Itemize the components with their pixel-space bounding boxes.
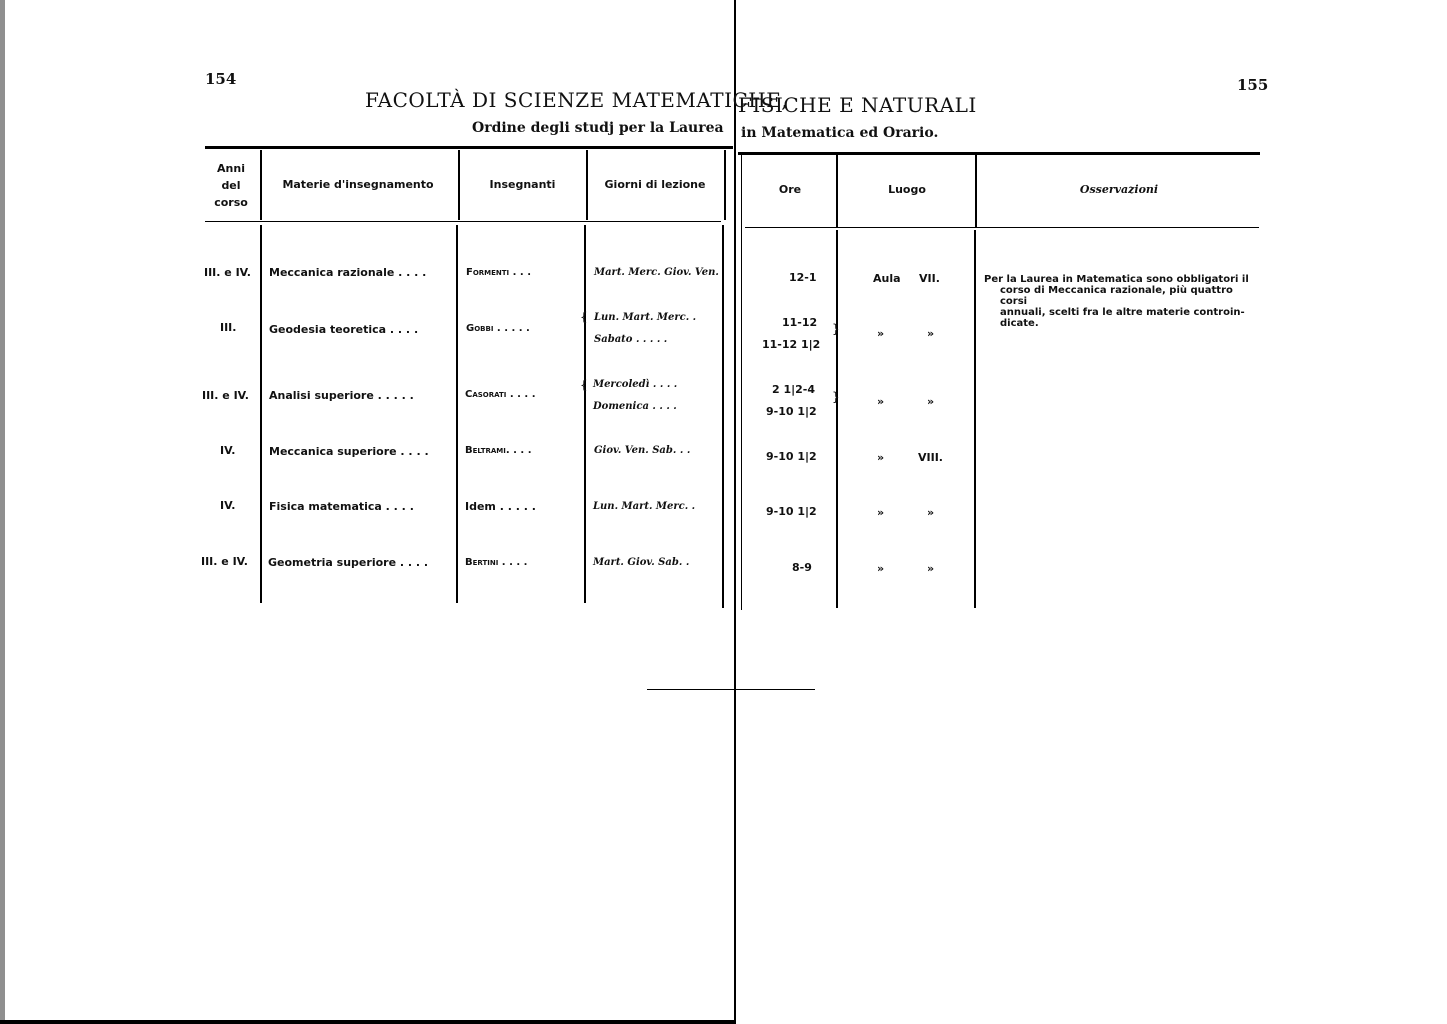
row4-materia: Meccanica superiore . . . . <box>269 445 429 458</box>
row2-giorni-2: Sabato . . . . . <box>594 334 668 345</box>
right-col-line-1 <box>836 155 838 227</box>
row4-ore: 9-10 1|2 <box>766 450 817 463</box>
row2-ore-2: 11-12 1|2 <box>762 338 821 351</box>
header-materie: Materie d'insegnamento <box>282 178 434 191</box>
row2-left-brace: { <box>580 310 588 324</box>
left-body-line-3 <box>584 225 586 603</box>
header-osservazioni: Osservazioni <box>1079 183 1159 196</box>
row2-materia: Geodesia teoretica . . . . <box>269 323 419 336</box>
header-luogo: Luogo <box>888 183 926 196</box>
left-subtitle: Ordine degli studj per la Laurea <box>472 120 724 136</box>
left-body-line-2 <box>456 225 458 603</box>
row2-insegnante: Gobbi . . . . . <box>466 323 530 334</box>
gutter-line <box>734 0 736 1024</box>
row3-ore-1: 2 1|2-4 <box>772 383 816 396</box>
row1-insegnante: Formenti . . . <box>466 267 531 278</box>
right-body-line-2 <box>974 230 976 608</box>
observation-line-1: Per la Laurea in Matematica sono obbligatori il <box>984 274 1249 285</box>
row5-ore: 9-10 1|2 <box>766 505 817 518</box>
row1-numero: VII. <box>919 272 940 285</box>
header-insegnanti: Insegnanti <box>489 178 556 191</box>
row3-ore-2: 9-10 1|2 <box>766 405 817 418</box>
observation-line-2: corso di Meccanica razionale, più quattro corsi <box>1000 285 1233 307</box>
header-anni: Anni del corso <box>214 162 248 209</box>
left-edge-shadow <box>0 0 5 1024</box>
right-header-rule <box>745 227 1259 228</box>
row5-materia: Fisica matematica . . . . <box>269 500 414 513</box>
row4-anni: IV. <box>220 444 236 457</box>
row2-ore-1: 11-12 <box>782 316 818 329</box>
row3-giorni-2: Domenica . . . . <box>593 401 677 412</box>
row1-aula: Aula <box>873 272 901 285</box>
right-col-line-2 <box>975 155 977 227</box>
row3-anni: III. e IV. <box>202 389 249 402</box>
row3-aula: » <box>877 395 885 408</box>
row3-insegnante: Casorati . . . . <box>465 389 536 400</box>
left-col-line-4 <box>724 150 726 220</box>
observation-line-3: annuali, scelti fra le altre materie controin- <box>1000 307 1245 318</box>
row1-giorni: Mart. Merc. Giov. Ven. <box>594 267 719 278</box>
left-body-line-1 <box>260 225 262 603</box>
row3-left-brace: { <box>580 378 588 392</box>
row5-aula: » <box>877 506 885 519</box>
left-top-rule <box>205 146 733 149</box>
header-ore: Ore <box>778 183 802 196</box>
observations-text <box>984 274 1262 329</box>
row6-ore: 8-9 <box>792 561 812 574</box>
row1-ore: 12-1 <box>789 271 817 284</box>
row5-anni: IV. <box>220 499 236 512</box>
row6-giorni: Mart. Giov. Sab. . <box>593 557 690 568</box>
right-title: FISICHE E NATURALI <box>738 93 977 117</box>
right-subtitle: in Matematica ed Orario. <box>741 125 939 141</box>
left-page-number: 154 <box>205 70 237 88</box>
row3-numero: » <box>927 395 935 408</box>
row4-giorni: Giov. Ven. Sab. . . <box>594 445 691 456</box>
left-title: FACOLTÀ DI SCIENZE MATEMATICHE, <box>365 88 789 112</box>
row5-insegnante: Idem . . . . . <box>465 500 536 513</box>
row3-giorni-1: Mercoledì . . . . <box>593 379 678 390</box>
left-col-line-3 <box>586 150 588 220</box>
row4-insegnante: Beltrami. . . . <box>465 445 532 456</box>
row5-giorni: Lun. Mart. Merc. . <box>593 501 696 512</box>
left-col-line-1 <box>260 150 262 220</box>
right-top-rule <box>738 152 1260 155</box>
row2-anni: III. <box>220 321 237 334</box>
row6-numero: » <box>927 562 935 575</box>
right-page-number: 155 <box>1237 76 1269 94</box>
gutter-line-secondary <box>741 155 742 610</box>
right-body-line-1 <box>836 230 838 608</box>
row5-numero: » <box>927 506 935 519</box>
row1-anni: III. e IV. <box>204 266 251 279</box>
row3-materia: Analisi superiore . . . . . <box>269 389 414 402</box>
row6-materia: Geometria superiore . . . . <box>268 556 429 569</box>
row2-right-brace: } <box>832 322 840 336</box>
row4-numero: VIII. <box>918 451 943 464</box>
observation-line-4: dicate. <box>1000 318 1039 329</box>
row6-anni: III. e IV. <box>201 555 248 568</box>
row3-right-brace: } <box>832 390 840 404</box>
row6-insegnante: Bertini . . . . <box>465 557 528 568</box>
row6-aula: » <box>877 562 885 575</box>
header-giorni: Giorni di lezione <box>604 178 706 191</box>
left-body-line-4 <box>722 225 724 608</box>
left-header-rule <box>205 221 721 222</box>
row2-aula: » <box>877 327 885 340</box>
row4-aula: » <box>877 451 885 464</box>
row2-numero: » <box>927 327 935 340</box>
row1-materia: Meccanica razionale . . . . <box>269 266 427 279</box>
left-col-line-2 <box>458 150 460 220</box>
row2-giorni-1: Lun. Mart. Merc. . <box>594 312 697 323</box>
bottom-edge-line <box>0 1020 735 1024</box>
gutter-cross-line <box>647 689 815 690</box>
